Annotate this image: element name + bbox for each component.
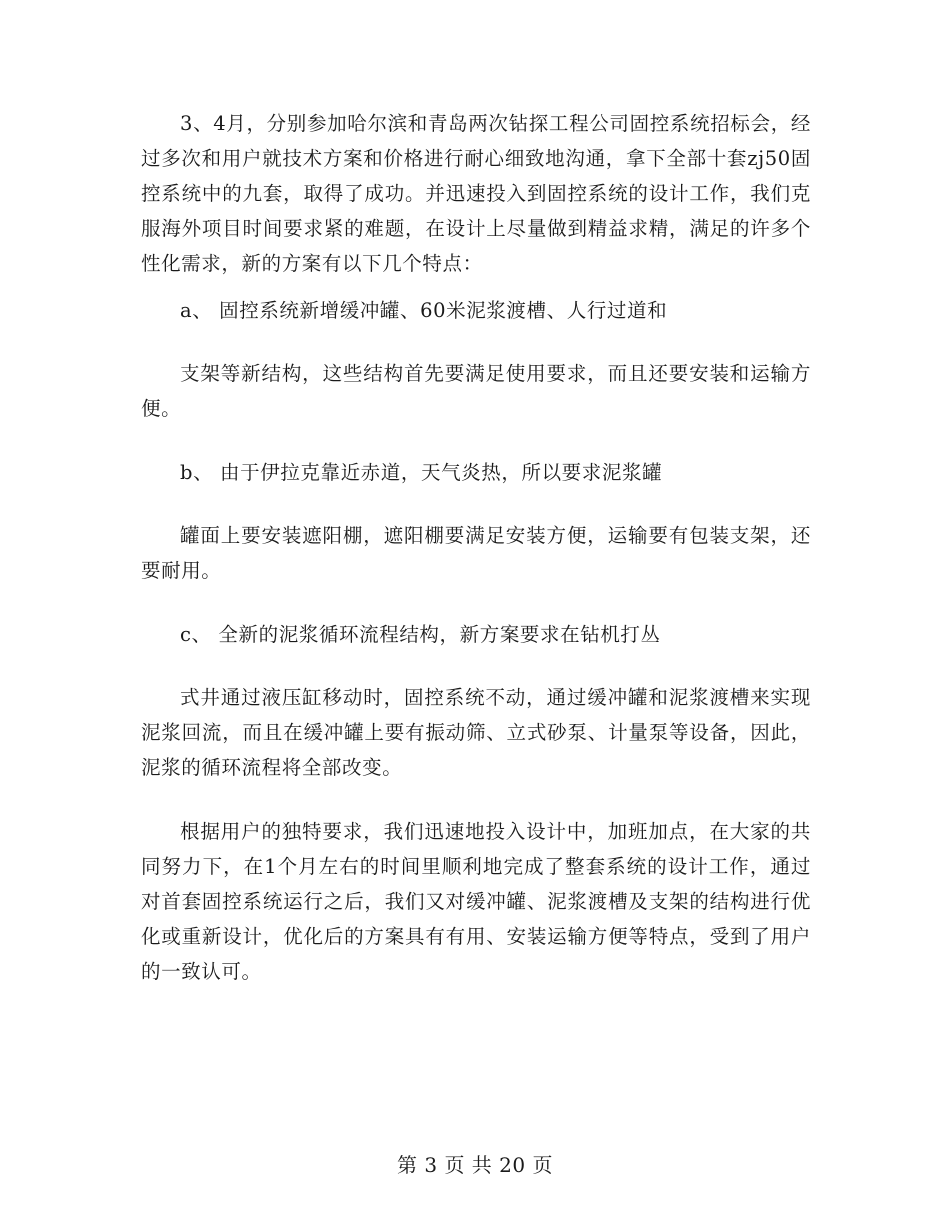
list-item-b-heading: b、 由于伊拉克靠近赤道，天气炎热，所以要求泥浆罐	[180, 461, 663, 484]
list-item-c-body: 式井通过液压缸移动时，固控系统不动，通过缓冲罐和泥浆渡槽来实现泥浆回流，而且在缓冲罐上要有振动筛、立式砂泵、计量泵等设备，因此，泥浆的循环流程将全部改变。	[141, 686, 811, 779]
list-item-b-body: 罐面上要安装遮阳棚，遮阳棚要满足安装方便，运输要有包装支架，还要耐用。	[141, 524, 811, 582]
list-item-c-heading: c、 全新的泥浆循环流程结构，新方案要求在钻机打丛	[180, 623, 661, 646]
paragraph-intro: 3、4月，分别参加哈尔滨和青岛两次钻探工程公司固控系统招标会，经过多次和用户就技术方案和价格进行耐心细致地沟通，拿下全部十套zj50固控系统中的九套，取得了成功。并迅速投入到固控系统的设计工作，我们克服海外项目时间要求紧的难题，在设计上尽量做到精益求精，满足的许多个性化需求，新的方案有以下几个特点：	[141, 112, 811, 275]
paragraph-conclusion: 根据用户的独特要求，我们迅速地投入设计中，加班加点，在大家的共同努力下，在1个月左右的时间里顺利地完成了整套系统的设计工作，通过对首套固控系统运行之后，我们又对缓冲罐、泥浆渡槽及支架的结构进行优化或重新设计，优化后的方案具有有用、安装运输方便等特点，受到了用户的一致认可。	[141, 820, 811, 983]
page-footer	[0, 1150, 950, 1180]
document-body	[141, 106, 811, 989]
list-item-a-heading: a、 固控系统新增缓冲罐、60米泥浆渡槽、人行过道和	[180, 299, 668, 322]
page-number-label: 第 3 页 共 20 页	[397, 1153, 553, 1177]
list-item-a-body: 支架等新结构，这些结构首先要满足使用要求，而且还要安装和运输方便。	[141, 362, 811, 420]
